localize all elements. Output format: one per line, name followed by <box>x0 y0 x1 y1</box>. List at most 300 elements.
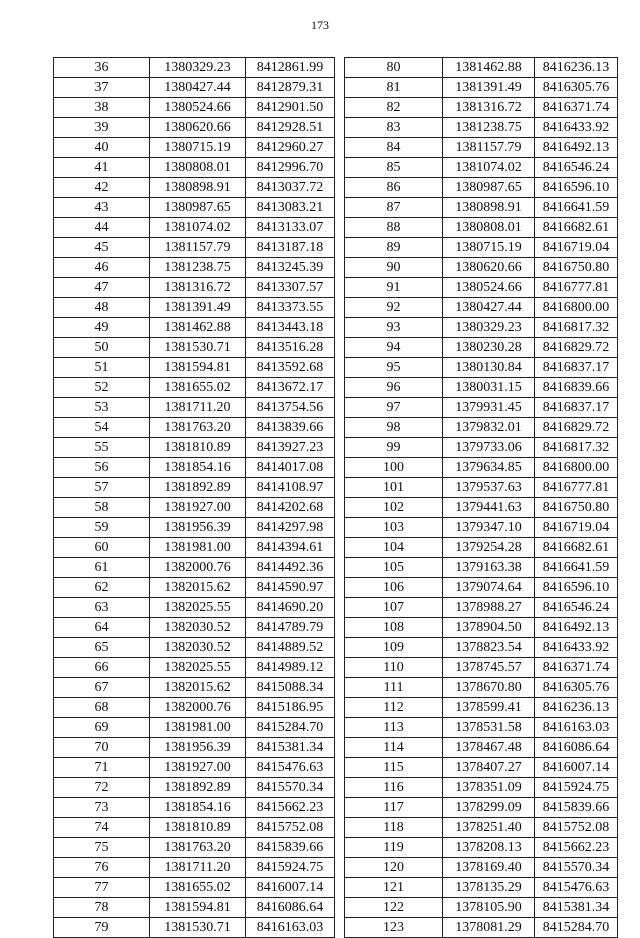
x-coordinate-cell: 1381854.16 <box>150 798 246 818</box>
point-number-cell: 52 <box>54 378 150 398</box>
x-coordinate-cell: 1380898.91 <box>150 178 246 198</box>
y-coordinate-cell: 8416546.24 <box>535 598 618 618</box>
y-coordinate-cell: 8416777.81 <box>535 478 618 498</box>
x-coordinate-cell: 1381316.72 <box>150 278 246 298</box>
y-coordinate-cell: 8413927.23 <box>246 438 335 458</box>
y-coordinate-cell: 8416433.92 <box>535 638 618 658</box>
x-coordinate-cell: 1379441.63 <box>443 498 535 518</box>
x-coordinate-cell: 1380427.44 <box>443 298 535 318</box>
y-coordinate-cell: 8416492.13 <box>535 618 618 638</box>
y-coordinate-cell: 8412928.51 <box>246 118 335 138</box>
y-coordinate-cell: 8413754.56 <box>246 398 335 418</box>
y-coordinate-cell: 8416371.74 <box>535 658 618 678</box>
table-row <box>345 698 618 718</box>
point-number-cell: 41 <box>54 158 150 178</box>
point-number-cell: 94 <box>345 338 443 358</box>
x-coordinate-cell: 1378299.09 <box>443 798 535 818</box>
y-coordinate-cell: 8416719.04 <box>535 238 618 258</box>
x-coordinate-cell: 1378904.50 <box>443 618 535 638</box>
table-row <box>54 598 335 618</box>
table-row <box>54 198 335 218</box>
table-row <box>54 718 335 738</box>
point-number-cell: 70 <box>54 738 150 758</box>
y-coordinate-cell: 8413037.72 <box>246 178 335 198</box>
table-row <box>345 378 618 398</box>
table-row <box>345 278 618 298</box>
table-row <box>54 298 335 318</box>
y-coordinate-cell: 8416829.72 <box>535 338 618 358</box>
x-coordinate-cell: 1381157.79 <box>443 138 535 158</box>
y-coordinate-cell: 8414690.20 <box>246 598 335 618</box>
y-coordinate-cell: 8416837.17 <box>535 398 618 418</box>
x-coordinate-cell: 1380987.65 <box>443 178 535 198</box>
point-number-cell: 60 <box>54 538 150 558</box>
table-row <box>345 438 618 458</box>
x-coordinate-cell: 1380130.84 <box>443 358 535 378</box>
table-row <box>54 78 335 98</box>
point-number-cell: 50 <box>54 338 150 358</box>
table-row <box>54 278 335 298</box>
point-number-cell: 115 <box>345 758 443 778</box>
table-row <box>345 338 618 358</box>
y-coordinate-cell: 8416817.32 <box>535 438 618 458</box>
y-coordinate-cell: 8412879.31 <box>246 78 335 98</box>
x-coordinate-cell: 1381981.00 <box>150 538 246 558</box>
x-coordinate-cell: 1381316.72 <box>443 98 535 118</box>
point-number-cell: 110 <box>345 658 443 678</box>
point-number-cell: 101 <box>345 478 443 498</box>
point-number-cell: 106 <box>345 578 443 598</box>
x-coordinate-cell: 1381854.16 <box>150 458 246 478</box>
point-number-cell: 87 <box>345 198 443 218</box>
table-row <box>54 358 335 378</box>
x-coordinate-cell: 1378407.27 <box>443 758 535 778</box>
table-row <box>345 398 618 418</box>
x-coordinate-cell: 1379832.01 <box>443 418 535 438</box>
y-coordinate-cell: 8416817.32 <box>535 318 618 338</box>
table-row <box>54 438 335 458</box>
x-coordinate-cell: 1381594.81 <box>150 358 246 378</box>
table-row <box>345 878 618 898</box>
x-coordinate-cell: 1382025.55 <box>150 658 246 678</box>
x-coordinate-cell: 1379347.10 <box>443 518 535 538</box>
y-coordinate-cell: 8416829.72 <box>535 418 618 438</box>
table-row <box>345 538 618 558</box>
point-number-cell: 44 <box>54 218 150 238</box>
x-coordinate-cell: 1380620.66 <box>150 118 246 138</box>
table-row <box>54 458 335 478</box>
y-coordinate-cell: 8413373.55 <box>246 298 335 318</box>
x-coordinate-cell: 1380524.66 <box>150 98 246 118</box>
point-number-cell: 56 <box>54 458 150 478</box>
table-row <box>54 738 335 758</box>
y-coordinate-cell: 8416596.10 <box>535 178 618 198</box>
point-number-cell: 74 <box>54 818 150 838</box>
table-row <box>345 258 618 278</box>
point-number-cell: 43 <box>54 198 150 218</box>
x-coordinate-cell: 1379733.06 <box>443 438 535 458</box>
point-number-cell: 40 <box>54 138 150 158</box>
y-coordinate-cell: 8415476.63 <box>535 878 618 898</box>
x-coordinate-cell: 1381892.89 <box>150 478 246 498</box>
y-coordinate-cell: 8416777.81 <box>535 278 618 298</box>
point-number-cell: 61 <box>54 558 150 578</box>
x-coordinate-cell: 1378670.80 <box>443 678 535 698</box>
table-row <box>54 778 335 798</box>
x-coordinate-cell: 1381074.02 <box>150 218 246 238</box>
y-coordinate-cell: 8412960.27 <box>246 138 335 158</box>
point-number-cell: 116 <box>345 778 443 798</box>
table-row <box>54 338 335 358</box>
y-coordinate-cell: 8413083.21 <box>246 198 335 218</box>
x-coordinate-cell: 1382015.62 <box>150 678 246 698</box>
table-row <box>345 178 618 198</box>
table-row <box>345 58 618 78</box>
point-number-cell: 58 <box>54 498 150 518</box>
y-coordinate-cell: 8416719.04 <box>535 518 618 538</box>
point-number-cell: 104 <box>345 538 443 558</box>
y-coordinate-cell: 8414590.97 <box>246 578 335 598</box>
x-coordinate-cell: 1380524.66 <box>443 278 535 298</box>
y-coordinate-cell: 8416433.92 <box>535 118 618 138</box>
y-coordinate-cell: 8416007.14 <box>246 878 335 898</box>
x-coordinate-cell: 1381810.89 <box>150 818 246 838</box>
table-row <box>345 618 618 638</box>
point-number-cell: 59 <box>54 518 150 538</box>
point-number-cell: 97 <box>345 398 443 418</box>
point-number-cell: 83 <box>345 118 443 138</box>
x-coordinate-cell: 1381238.75 <box>443 118 535 138</box>
y-coordinate-cell: 8415924.75 <box>535 778 618 798</box>
y-coordinate-cell: 8413516.28 <box>246 338 335 358</box>
point-number-cell: 82 <box>345 98 443 118</box>
y-coordinate-cell: 8415284.70 <box>535 918 618 938</box>
y-coordinate-cell: 8416682.61 <box>535 218 618 238</box>
x-coordinate-cell: 1380808.01 <box>150 158 246 178</box>
table-row <box>54 758 335 778</box>
point-number-cell: 103 <box>345 518 443 538</box>
y-coordinate-cell: 8415570.34 <box>246 778 335 798</box>
y-coordinate-cell: 8414889.52 <box>246 638 335 658</box>
y-coordinate-cell: 8412861.99 <box>246 58 335 78</box>
x-coordinate-cell: 1380329.23 <box>150 58 246 78</box>
table-row <box>54 698 335 718</box>
table-row <box>54 218 335 238</box>
point-number-cell: 99 <box>345 438 443 458</box>
table-row <box>345 458 618 478</box>
x-coordinate-cell: 1382000.76 <box>150 558 246 578</box>
point-number-cell: 77 <box>54 878 150 898</box>
table-row <box>54 898 335 918</box>
y-coordinate-cell: 8416086.64 <box>246 898 335 918</box>
point-number-cell: 117 <box>345 798 443 818</box>
point-number-cell: 49 <box>54 318 150 338</box>
point-number-cell: 105 <box>345 558 443 578</box>
table-row <box>345 838 618 858</box>
table-row <box>345 158 618 178</box>
table-row <box>345 98 618 118</box>
x-coordinate-cell: 1381892.89 <box>150 778 246 798</box>
table-row <box>345 518 618 538</box>
point-number-cell: 92 <box>345 298 443 318</box>
table-row <box>54 558 335 578</box>
x-coordinate-cell: 1378105.90 <box>443 898 535 918</box>
y-coordinate-cell: 8415570.34 <box>535 858 618 878</box>
point-number-cell: 45 <box>54 238 150 258</box>
table-row <box>54 398 335 418</box>
x-coordinate-cell: 1380329.23 <box>443 318 535 338</box>
x-coordinate-cell: 1382030.52 <box>150 618 246 638</box>
y-coordinate-cell: 8415752.08 <box>246 818 335 838</box>
point-number-cell: 37 <box>54 78 150 98</box>
point-number-cell: 73 <box>54 798 150 818</box>
table-row <box>54 418 335 438</box>
point-number-cell: 36 <box>54 58 150 78</box>
y-coordinate-cell: 8415662.23 <box>246 798 335 818</box>
table-row <box>345 798 618 818</box>
y-coordinate-cell: 8416305.76 <box>535 678 618 698</box>
y-coordinate-cell: 8415839.66 <box>535 798 618 818</box>
table-row <box>54 798 335 818</box>
x-coordinate-cell: 1378599.41 <box>443 698 535 718</box>
point-number-cell: 88 <box>345 218 443 238</box>
table-row <box>345 358 618 378</box>
y-coordinate-cell: 8414394.61 <box>246 538 335 558</box>
x-coordinate-cell: 1381655.02 <box>150 378 246 398</box>
point-number-cell: 112 <box>345 698 443 718</box>
point-number-cell: 42 <box>54 178 150 198</box>
x-coordinate-cell: 1379537.63 <box>443 478 535 498</box>
x-coordinate-cell: 1378135.29 <box>443 878 535 898</box>
x-coordinate-cell: 1381462.88 <box>150 318 246 338</box>
x-coordinate-cell: 1381391.49 <box>443 78 535 98</box>
point-number-cell: 122 <box>345 898 443 918</box>
y-coordinate-cell: 8416596.10 <box>535 578 618 598</box>
y-coordinate-cell: 8415662.23 <box>535 838 618 858</box>
table-row <box>54 578 335 598</box>
coordinates-table-right <box>344 57 618 938</box>
point-number-cell: 79 <box>54 918 150 938</box>
table-row <box>345 898 618 918</box>
y-coordinate-cell: 8416641.59 <box>535 198 618 218</box>
table-row <box>54 678 335 698</box>
x-coordinate-cell: 1381074.02 <box>443 158 535 178</box>
x-coordinate-cell: 1381927.00 <box>150 758 246 778</box>
point-number-cell: 100 <box>345 458 443 478</box>
x-coordinate-cell: 1381238.75 <box>150 258 246 278</box>
y-coordinate-cell: 8416750.80 <box>535 498 618 518</box>
point-number-cell: 68 <box>54 698 150 718</box>
point-number-cell: 51 <box>54 358 150 378</box>
x-coordinate-cell: 1381530.71 <box>150 338 246 358</box>
y-coordinate-cell: 8416163.03 <box>246 918 335 938</box>
x-coordinate-cell: 1382015.62 <box>150 578 246 598</box>
table-row <box>345 138 618 158</box>
x-coordinate-cell: 1381530.71 <box>150 918 246 938</box>
table-row <box>54 58 335 78</box>
point-number-cell: 89 <box>345 238 443 258</box>
point-number-cell: 71 <box>54 758 150 778</box>
point-number-cell: 55 <box>54 438 150 458</box>
y-coordinate-cell: 8414297.98 <box>246 518 335 538</box>
point-number-cell: 120 <box>345 858 443 878</box>
x-coordinate-cell: 1381711.20 <box>150 858 246 878</box>
point-number-cell: 98 <box>345 418 443 438</box>
table-row <box>54 378 335 398</box>
point-number-cell: 65 <box>54 638 150 658</box>
x-coordinate-cell: 1380715.19 <box>150 138 246 158</box>
x-coordinate-cell: 1380230.28 <box>443 338 535 358</box>
y-coordinate-cell: 8414202.68 <box>246 498 335 518</box>
y-coordinate-cell: 8412996.70 <box>246 158 335 178</box>
point-number-cell: 63 <box>54 598 150 618</box>
point-number-cell: 96 <box>345 378 443 398</box>
y-coordinate-cell: 8413307.57 <box>246 278 335 298</box>
table-row <box>345 118 618 138</box>
x-coordinate-cell: 1380808.01 <box>443 218 535 238</box>
point-number-cell: 111 <box>345 678 443 698</box>
y-coordinate-cell: 8416837.17 <box>535 358 618 378</box>
x-coordinate-cell: 1378081.29 <box>443 918 535 938</box>
x-coordinate-cell: 1379931.45 <box>443 398 535 418</box>
table-row <box>54 658 335 678</box>
x-coordinate-cell: 1380715.19 <box>443 238 535 258</box>
point-number-cell: 69 <box>54 718 150 738</box>
y-coordinate-cell: 8414108.97 <box>246 478 335 498</box>
y-coordinate-cell: 8416236.13 <box>535 58 618 78</box>
y-coordinate-cell: 8414492.36 <box>246 558 335 578</box>
y-coordinate-cell: 8414017.08 <box>246 458 335 478</box>
table-row <box>345 818 618 838</box>
point-number-cell: 75 <box>54 838 150 858</box>
point-number-cell: 53 <box>54 398 150 418</box>
x-coordinate-cell: 1381956.39 <box>150 738 246 758</box>
point-number-cell: 81 <box>345 78 443 98</box>
y-coordinate-cell: 8416371.74 <box>535 98 618 118</box>
x-coordinate-cell: 1378531.58 <box>443 718 535 738</box>
table-row <box>54 838 335 858</box>
page-number: 173 <box>311 18 329 32</box>
x-coordinate-cell: 1380987.65 <box>150 198 246 218</box>
table-row <box>345 718 618 738</box>
point-number-cell: 67 <box>54 678 150 698</box>
x-coordinate-cell: 1380620.66 <box>443 258 535 278</box>
table-row <box>54 538 335 558</box>
x-coordinate-cell: 1378988.27 <box>443 598 535 618</box>
point-number-cell: 102 <box>345 498 443 518</box>
point-number-cell: 72 <box>54 778 150 798</box>
x-coordinate-cell: 1381956.39 <box>150 518 246 538</box>
x-coordinate-cell: 1381711.20 <box>150 398 246 418</box>
y-coordinate-cell: 8415088.34 <box>246 678 335 698</box>
x-coordinate-cell: 1381927.00 <box>150 498 246 518</box>
table-row <box>54 618 335 638</box>
point-number-cell: 66 <box>54 658 150 678</box>
point-number-cell: 39 <box>54 118 150 138</box>
y-coordinate-cell: 8412901.50 <box>246 98 335 118</box>
point-number-cell: 54 <box>54 418 150 438</box>
table-row <box>345 238 618 258</box>
y-coordinate-cell: 8416086.64 <box>535 738 618 758</box>
y-coordinate-cell: 8415381.34 <box>535 898 618 918</box>
y-coordinate-cell: 8416546.24 <box>535 158 618 178</box>
table-row <box>345 298 618 318</box>
table-row <box>54 258 335 278</box>
point-number-cell: 107 <box>345 598 443 618</box>
table-row <box>345 678 618 698</box>
table-row <box>345 318 618 338</box>
x-coordinate-cell: 1378467.48 <box>443 738 535 758</box>
x-coordinate-cell: 1381655.02 <box>150 878 246 898</box>
table-row <box>54 478 335 498</box>
y-coordinate-cell: 8415186.95 <box>246 698 335 718</box>
point-number-cell: 91 <box>345 278 443 298</box>
table-row <box>345 638 618 658</box>
x-coordinate-cell: 1378208.13 <box>443 838 535 858</box>
x-coordinate-cell: 1381981.00 <box>150 718 246 738</box>
table-row <box>54 498 335 518</box>
point-number-cell: 64 <box>54 618 150 638</box>
y-coordinate-cell: 8415752.08 <box>535 818 618 838</box>
point-number-cell: 85 <box>345 158 443 178</box>
point-number-cell: 123 <box>345 918 443 938</box>
point-number-cell: 121 <box>345 878 443 898</box>
y-coordinate-cell: 8415284.70 <box>246 718 335 738</box>
table-row <box>54 238 335 258</box>
x-coordinate-cell: 1379634.85 <box>443 458 535 478</box>
y-coordinate-cell: 8415924.75 <box>246 858 335 878</box>
x-coordinate-cell: 1380898.91 <box>443 198 535 218</box>
y-coordinate-cell: 8416236.13 <box>535 698 618 718</box>
x-coordinate-cell: 1379074.64 <box>443 578 535 598</box>
table-row <box>345 78 618 98</box>
x-coordinate-cell: 1381157.79 <box>150 238 246 258</box>
table-row <box>54 118 335 138</box>
table-row <box>54 638 335 658</box>
point-number-cell: 76 <box>54 858 150 878</box>
y-coordinate-cell: 8416305.76 <box>535 78 618 98</box>
table-row <box>345 598 618 618</box>
y-coordinate-cell: 8416641.59 <box>535 558 618 578</box>
table-row <box>345 758 618 778</box>
y-coordinate-cell: 8416007.14 <box>535 758 618 778</box>
point-number-cell: 84 <box>345 138 443 158</box>
point-number-cell: 47 <box>54 278 150 298</box>
x-coordinate-cell: 1382030.52 <box>150 638 246 658</box>
x-coordinate-cell: 1379254.28 <box>443 538 535 558</box>
x-coordinate-cell: 1381763.20 <box>150 838 246 858</box>
point-number-cell: 114 <box>345 738 443 758</box>
point-number-cell: 38 <box>54 98 150 118</box>
x-coordinate-cell: 1381462.88 <box>443 58 535 78</box>
point-number-cell: 90 <box>345 258 443 278</box>
table-row <box>345 658 618 678</box>
point-number-cell: 57 <box>54 478 150 498</box>
y-coordinate-cell: 8416839.66 <box>535 378 618 398</box>
table-row <box>54 158 335 178</box>
y-coordinate-cell: 8413187.18 <box>246 238 335 258</box>
y-coordinate-cell: 8413592.68 <box>246 358 335 378</box>
table-row <box>54 858 335 878</box>
table-row <box>54 178 335 198</box>
table-row <box>345 558 618 578</box>
y-coordinate-cell: 8416750.80 <box>535 258 618 278</box>
table-row <box>54 318 335 338</box>
y-coordinate-cell: 8413839.66 <box>246 418 335 438</box>
table-row <box>54 818 335 838</box>
table-row <box>345 498 618 518</box>
table-row <box>345 418 618 438</box>
